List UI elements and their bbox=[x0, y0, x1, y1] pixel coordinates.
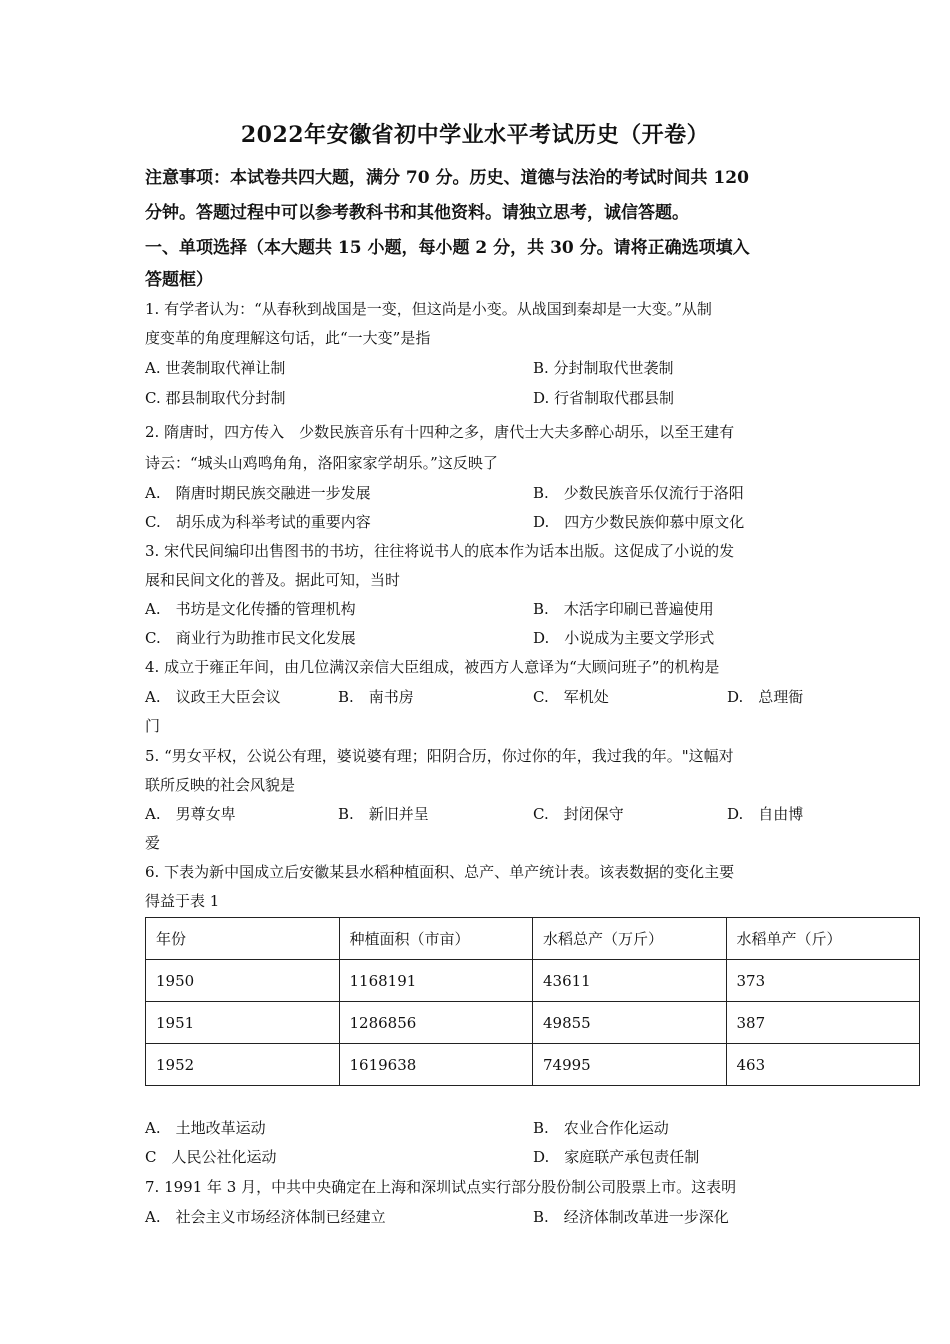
table-cell: 1951 bbox=[146, 1002, 340, 1044]
question-3-option-b: B. 木活字印刷已普遍使用 bbox=[533, 600, 714, 618]
table-cell: 1168191 bbox=[339, 960, 533, 1002]
question-1-option-d: D. 行省制取代郡县制 bbox=[533, 389, 675, 407]
question-4-option-d-wrap: 门 bbox=[145, 717, 161, 735]
question-1-stem-line-2: 度变革的角度理解这句话，此“一大变”是指 bbox=[145, 329, 431, 347]
table-row bbox=[146, 1044, 920, 1086]
table-header-cell: 水稻单产（斤） bbox=[726, 918, 920, 960]
question-4-option-b: B. 南书房 bbox=[338, 688, 414, 706]
question-6-option-a: A. 土地改革运动 bbox=[145, 1119, 266, 1137]
question-6-option-b: B. 农业合作化运动 bbox=[533, 1119, 669, 1137]
table-header-row bbox=[146, 918, 920, 960]
table-cell: 1286856 bbox=[339, 1002, 533, 1044]
question-2-option-d: D. 四方少数民族仰慕中原文化 bbox=[533, 513, 745, 531]
table-cell: 373 bbox=[726, 960, 920, 1002]
question-5-option-c: C. 封闭保守 bbox=[533, 805, 624, 823]
table-header-cell: 种植面积（市亩） bbox=[339, 918, 533, 960]
question-3-option-c: C. 商业行为助推市民文化发展 bbox=[145, 629, 356, 647]
table-cell: 43611 bbox=[533, 960, 727, 1002]
question-2-option-b: B. 少数民族音乐仅流行于洛阳 bbox=[533, 484, 744, 502]
question-3-option-a: A. 书坊是文化传播的管理机构 bbox=[145, 600, 356, 618]
question-1-stem-line-1: 1. 有学者认为：“从春秋到战国是一变，但这尚是小变。从战国到秦却是一大变。”从制 bbox=[145, 300, 712, 318]
notice-line-1: 注意事项：本试卷共四大题，满分 70 分。历史、道德与法治的考试时间共 120 bbox=[145, 168, 749, 188]
question-5-option-d-wrap: 爱 bbox=[145, 834, 161, 852]
section-heading-line-2: 答题框） bbox=[145, 270, 213, 290]
table-cell: 463 bbox=[726, 1044, 920, 1086]
question-1-option-c: C. 郡县制取代分封制 bbox=[145, 389, 286, 407]
table-header-cell: 水稻总产（万斤） bbox=[533, 918, 727, 960]
question-4-stem-line-1: 4. 成立于雍正年间，由几位满汉亲信大臣组成，被西方人意译为“大顾问班子”的机构是 bbox=[145, 658, 720, 676]
question-4-option-c: C. 军机处 bbox=[533, 688, 609, 706]
question-6-stem-line-1: 6. 下表为新中国成立后安徽某县水稻种植面积、总产、单产统计表。该表数据的变化主要 bbox=[145, 863, 735, 881]
question-2-stem-line-1: 2. 隋唐时，四方传入 少数民族音乐有十四种之多，唐代士大夫多醉心胡乐，以至王建有 bbox=[145, 423, 735, 441]
table-cell: 74995 bbox=[533, 1044, 727, 1086]
question-5-stem-line-2: 联所反映的社会风貌是 bbox=[145, 776, 296, 794]
question-1-option-b: B. 分封制取代世袭制 bbox=[533, 359, 674, 377]
question-6-option-d: D. 家庭联产承包责任制 bbox=[533, 1148, 700, 1166]
question-5-stem-line-1: 5. “男女平权，公说公有理，婆说婆有理；阳阴合历，你过你的年，我过我的年。"这幅对 bbox=[145, 747, 734, 765]
question-2-stem-line-2: 诗云：“城头山鸡鸣角角，洛阳家家学胡乐。”这反映了 bbox=[145, 454, 498, 472]
question-4-option-d: D. 总理衙 bbox=[727, 688, 804, 706]
section-heading-line-1: 一、单项选择（本大题共 15 小题，每小题 2 分，共 30 分。请将正确选项填入 bbox=[145, 238, 750, 258]
question-2-option-a: A. 隋唐时期民族交融进一步发展 bbox=[145, 484, 371, 502]
question-5-option-d: D. 自由博 bbox=[727, 805, 804, 823]
table-row bbox=[146, 1002, 920, 1044]
exam-title: 2022年安徽省初中学业水平考试历史（开卷） bbox=[240, 122, 710, 148]
question-2-option-c: C. 胡乐成为科举考试的重要内容 bbox=[145, 513, 371, 531]
question-7-stem-line-1: 7. 1991 年 3 月，中共中央确定在上海和深圳试点实行部分股份制公司股票上市。这表明 bbox=[145, 1178, 737, 1196]
table-cell: 1950 bbox=[146, 960, 340, 1002]
question-7-option-b: B. 经济体制改革进一步深化 bbox=[533, 1208, 729, 1226]
table-cell: 1619638 bbox=[339, 1044, 533, 1086]
table-cell: 49855 bbox=[533, 1002, 727, 1044]
question-5-option-a: A. 男尊女卑 bbox=[145, 805, 236, 823]
table-cell: 1952 bbox=[146, 1044, 340, 1086]
notice-line-2: 分钟。答题过程中可以参考教科书和其他资料。请独立思考，诚信答题。 bbox=[145, 203, 689, 223]
rice-statistics-table bbox=[145, 917, 920, 1086]
table-row bbox=[146, 960, 920, 1002]
question-5-option-b: B. 新旧并呈 bbox=[338, 805, 429, 823]
question-3-stem-line-1: 3. 宋代民间编印出售图书的书坊，往往将说书人的底本作为话本出版。这促成了小说的发 bbox=[145, 542, 735, 560]
question-7-option-a: A. 社会主义市场经济体制已经建立 bbox=[145, 1208, 386, 1226]
question-3-option-d: D. 小说成为主要文学形式 bbox=[533, 629, 715, 647]
question-3-stem-line-2: 展和民间文化的普及。据此可知，当时 bbox=[145, 571, 401, 589]
table-header-cell: 年份 bbox=[146, 918, 340, 960]
question-6-option-c: C 人民公社化运动 bbox=[145, 1148, 277, 1166]
question-6-stem-line-2: 得益于表 1 bbox=[145, 892, 220, 910]
question-4-option-a: A. 议政王大臣会议 bbox=[145, 688, 281, 706]
table-cell: 387 bbox=[726, 1002, 920, 1044]
question-1-option-a: A. 世袭制取代禅让制 bbox=[145, 359, 286, 377]
